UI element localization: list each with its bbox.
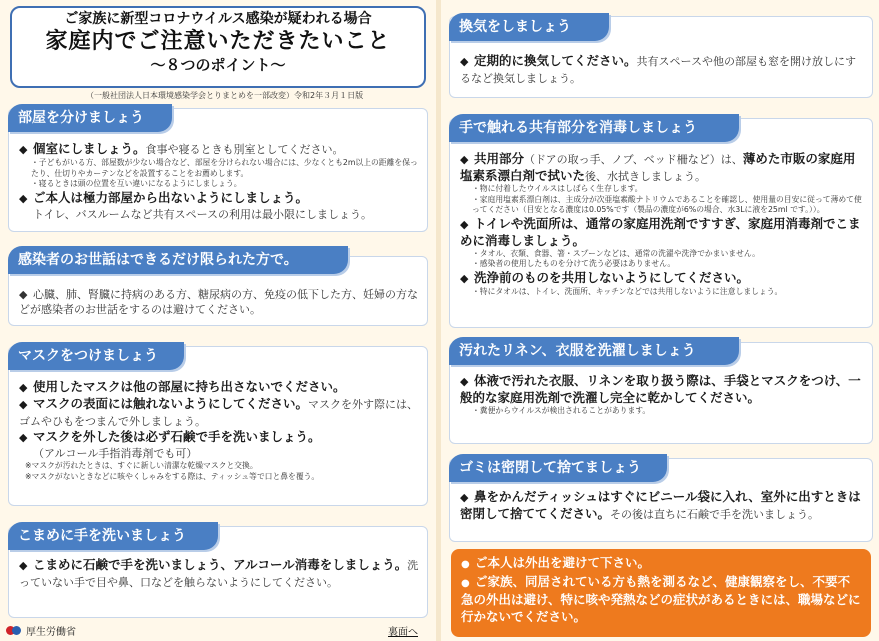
mask-point-2: ◆ マスクの表面には触れないようにしてください。マスクを外す際には、ゴムやひもをつまんで外しましょう。 bbox=[19, 396, 419, 429]
disinfect-note-4: ・感染者の使用したものを分けて洗う必要はありません。 bbox=[472, 259, 676, 268]
rooms-note-1: ・子どもがいる方、部屋数が少ない場合など、部屋を分けられない場合には、少なくとも2m以上の距離を保ったり、仕切りやカーテンなどを設置することをお薦めします。 bbox=[31, 158, 418, 178]
warning-point-1: ● ご本人は外出を避けて下さい。 bbox=[461, 555, 861, 574]
mask-note-2: ※マスクがないときなどに咳やくしゃみをする際は、ティッシュ等で口と鼻を覆う。 bbox=[25, 471, 320, 481]
section-head-handwash: こまめに手を洗いましょう bbox=[8, 522, 218, 550]
title-box bbox=[10, 6, 426, 88]
laundry-note-1: ・糞便からウイルスが検出されることがあります。 bbox=[472, 406, 651, 415]
mhlw-logo-icon bbox=[6, 624, 22, 638]
trash-point-1: ◆ 鼻をかんだティッシュはすぐにビニール袋に入れ、室外に出すときは密閉して捨ててください。その後は直ちに石鹸で手を洗いましょう。 bbox=[460, 489, 864, 522]
section-head-disinfect: 手で触れる共有部分を消毒しましょう bbox=[449, 114, 739, 142]
section-disinfect-box bbox=[449, 118, 873, 328]
care-point-1: ◆ 心臓、肺、腎臓に持病のある方、糖尿病の方、免疫の低下した方、妊婦の方などが感染者のお世話をするのは避けてください。 bbox=[19, 287, 419, 317]
disinfect-note-1: ・物に付着したウイルスはしばらく生存します。 bbox=[472, 184, 643, 193]
section-head-care: 感染者のお世話はできるだけ限られた方で。 bbox=[8, 246, 348, 274]
disinfect-note-5: ・特にタオルは、トイレ、洗面所、キッチンなどでは共用しないように注意しましょう。 bbox=[472, 286, 783, 296]
mask-point-3: ◆ マスクを外した後は必ず石鹸で手を洗いましょう。 bbox=[19, 429, 419, 446]
section-head-trash: ゴミは密閉して捨てましょう bbox=[449, 454, 667, 482]
disinfect-note-2: ・家庭用塩素系漂白剤は、主成分が次亜塩素酸ナトリウムであることを確認し、使用量の目安に従って薄めて使ってください（目安となる濃度は0.05%です（製品の濃度が6%の場合、水3Lに液を25ml です。））。 bbox=[472, 194, 862, 214]
section-head-laundry: 汚れたリネン、衣服を洗濯しましょう bbox=[449, 337, 739, 365]
disinfect-point-1: ◆ 共用部分（ドアの取っ手、ノブ、ベッド柵など）は、薄めた市販の家庭用塩素系漂白剤で拭いた後、水拭きしましょう。 bbox=[460, 151, 864, 184]
mask-point-1: ◆ 使用したマスクは他の部屋に持ち出さないでください。 bbox=[19, 379, 419, 396]
rooms-point-1: ◆ 個室にしましょう。食事や寝るときも別室としてください。 bbox=[19, 141, 419, 158]
source-note: （一般社団法人日本環境感染学会とりまとめを一部改変）令和2年３月１日版 bbox=[86, 91, 364, 100]
mask-note-1: ※マスクが汚れたときは、すぐに新しい清潔な乾燥マスクと交換。 bbox=[25, 461, 258, 470]
rooms-point-2: ◆ ご本人は極力部屋から出ないようにしましょう。 bbox=[19, 190, 419, 207]
section-head-rooms: 部屋を分けましょう bbox=[8, 104, 172, 132]
laundry-point-1: ◆ 体液で汚れた衣服、リネンを取り扱う際は、手袋とマスクをつけ、一般的な家庭用洗剤で洗濯し完全に乾かしてください。 bbox=[460, 373, 864, 406]
page-title: 家庭内でご注意いただきたいこと bbox=[45, 29, 391, 54]
handwash-point-1: ◆ こまめに石鹸で手を洗いましょう、アルコール消毒をしましょう。洗っていない手で目や鼻、口などを触らないようにしてください。 bbox=[19, 557, 419, 590]
mask-point-3-detail: （アルコール手指消毒剤でも可） bbox=[33, 447, 198, 460]
back-page-link[interactable]: 裏面へ bbox=[388, 627, 418, 638]
section-head-ventilate: 換気をしましょう bbox=[449, 13, 609, 41]
rooms-point-2-detail: トイレ、バスルームなど共有スペースの利用は最小限にしましょう。 bbox=[33, 207, 373, 221]
ventilate-point-1: ◆ 定期的に換気してください。共有スペースや他の部屋も窓を開け放しにするなど換気しましょう。 bbox=[460, 53, 864, 86]
warning-box bbox=[451, 549, 871, 637]
warning-point-2: ● ご家族、同居されている方も熱を測るなど、健康観察をし、不要不急の外出は避け、特に咳や発熱などの症状があるときには、職場などに行かないでください。 bbox=[461, 574, 861, 626]
section-head-mask: マスクをつけましょう bbox=[8, 342, 184, 370]
rooms-note-2: ・寝るときは頭の位置を互い違いになるようにしましょう。 bbox=[31, 179, 242, 188]
title-line1: ご家族に新型コロナウイルス感染が疑われる場合 bbox=[64, 11, 372, 27]
disinfect-note-3: ・タオル、衣類、食器、箸・スプーンなどは、通常の洗濯や洗浄でかまいません。 bbox=[472, 248, 760, 258]
title-subtitle: ～８つのポイント～ bbox=[150, 56, 286, 74]
ministry-logo bbox=[6, 623, 76, 638]
section-mask-box bbox=[8, 346, 428, 506]
disinfect-point-3: ◆ 洗浄前のものを共用しないようにしてください。 bbox=[460, 270, 864, 287]
ministry-name: 厚生労働省 bbox=[26, 627, 76, 638]
disinfect-point-2: ◆ トイレや洗面所は、通常の家庭用洗剤ですすぎ、家庭用消毒剤でこまめに消毒しましょう。 bbox=[460, 216, 864, 249]
